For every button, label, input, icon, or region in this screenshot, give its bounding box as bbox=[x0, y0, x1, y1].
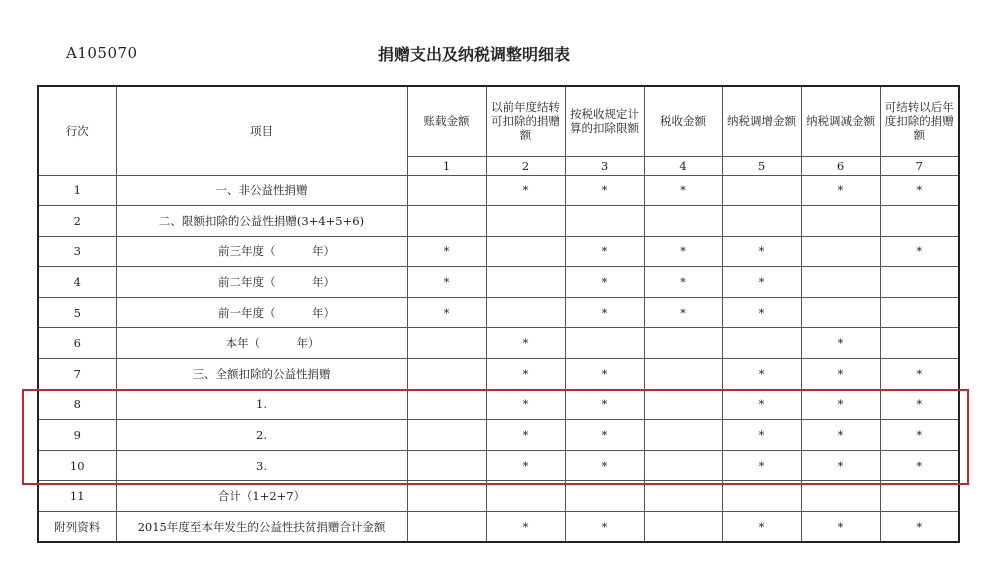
table-row bbox=[38, 420, 959, 451]
amount-cell-col-1[interactable] bbox=[407, 206, 486, 237]
amount-cell-col-7[interactable]: * bbox=[880, 450, 959, 481]
amount-cell-col-6[interactable] bbox=[801, 236, 880, 267]
row-number: 10 bbox=[38, 450, 116, 481]
amount-cell-col-2[interactable]: * bbox=[486, 389, 565, 420]
row-number: 附列资料 bbox=[38, 512, 116, 543]
row-item-label: 本年（ 年） bbox=[116, 328, 407, 359]
amount-cell-col-7[interactable]: * bbox=[880, 420, 959, 451]
amount-cell-col-3[interactable]: * bbox=[565, 420, 644, 451]
amount-cell-col-1[interactable] bbox=[407, 389, 486, 420]
amount-cell-col-4[interactable] bbox=[644, 481, 722, 512]
row-item-label: 2015年度至本年发生的公益性扶贫捐赠合计金额 bbox=[116, 512, 407, 543]
amount-cell-col-6[interactable] bbox=[801, 206, 880, 237]
row-item-label: 2. bbox=[116, 420, 407, 451]
col-no-7: 7 bbox=[880, 156, 959, 175]
row-item-label: 前二年度（ 年） bbox=[116, 267, 407, 298]
amount-cell-col-1[interactable]: * bbox=[407, 267, 486, 298]
row-number: 7 bbox=[38, 359, 116, 390]
amount-cell-col-2[interactable] bbox=[486, 297, 565, 328]
amount-cell-col-7[interactable]: * bbox=[880, 236, 959, 267]
amount-cell-col-1[interactable] bbox=[407, 328, 486, 359]
row-item-label: 前三年度（ 年） bbox=[116, 236, 407, 267]
amount-cell-col-4[interactable] bbox=[644, 328, 722, 359]
header-item: 项目 bbox=[116, 86, 407, 175]
row-number: 11 bbox=[38, 481, 116, 512]
amount-cell-col-7[interactable]: * bbox=[880, 359, 959, 390]
amount-cell-col-4[interactable] bbox=[644, 512, 722, 543]
row-item-label: 二、限额扣除的公益性捐赠(3+4+5+6) bbox=[116, 206, 407, 237]
amount-cell-col-6[interactable]: * bbox=[801, 450, 880, 481]
row-number: 3 bbox=[38, 236, 116, 267]
amount-cell-col-1[interactable] bbox=[407, 420, 486, 451]
amount-cell-col-5[interactable] bbox=[722, 328, 801, 359]
amount-cell-col-6[interactable] bbox=[801, 297, 880, 328]
table-row bbox=[38, 389, 959, 420]
amount-cell-col-6[interactable]: * bbox=[801, 175, 880, 206]
table-row bbox=[38, 450, 959, 481]
amount-cell-col-1[interactable]: * bbox=[407, 297, 486, 328]
amount-cell-col-1[interactable]: * bbox=[407, 236, 486, 267]
amount-cell-col-1[interactable] bbox=[407, 450, 486, 481]
row-number: 4 bbox=[38, 267, 116, 298]
row-number: 2 bbox=[38, 206, 116, 237]
amount-cell-col-2[interactable] bbox=[486, 481, 565, 512]
amount-cell-col-5[interactable] bbox=[722, 175, 801, 206]
amount-cell-col-3[interactable]: * bbox=[565, 359, 644, 390]
amount-cell-col-5[interactable]: * bbox=[722, 359, 801, 390]
col-no-6: 6 bbox=[801, 156, 880, 175]
amount-cell-col-5[interactable]: * bbox=[722, 297, 801, 328]
table-row bbox=[38, 297, 959, 328]
amount-cell-col-3[interactable]: * bbox=[565, 267, 644, 298]
table-row bbox=[38, 206, 959, 237]
amount-cell-col-5[interactable]: * bbox=[722, 389, 801, 420]
amount-cell-col-4[interactable]: * bbox=[644, 297, 722, 328]
row-number: 9 bbox=[38, 420, 116, 451]
col-no-3: 3 bbox=[565, 156, 644, 175]
amount-cell-col-4[interactable]: * bbox=[644, 267, 722, 298]
amount-cell-col-6[interactable]: * bbox=[801, 512, 880, 543]
amount-cell-col-3[interactable]: * bbox=[565, 450, 644, 481]
row-item-label: 3. bbox=[116, 450, 407, 481]
amount-cell-col-5[interactable] bbox=[722, 206, 801, 237]
amount-cell-col-4[interactable] bbox=[644, 359, 722, 390]
amount-cell-col-5[interactable]: * bbox=[722, 267, 801, 298]
amount-cell-col-7[interactable] bbox=[880, 267, 959, 298]
amount-cell-col-2[interactable]: * bbox=[486, 420, 565, 451]
amount-cell-col-2[interactable]: * bbox=[486, 328, 565, 359]
col-no-5: 5 bbox=[722, 156, 801, 175]
row-item-label: 一、非公益性捐赠 bbox=[116, 175, 407, 206]
amount-cell-col-3[interactable]: * bbox=[565, 297, 644, 328]
table-row bbox=[38, 512, 959, 543]
form-code: A105070 bbox=[66, 44, 138, 62]
amount-cell-col-2[interactable]: * bbox=[486, 450, 565, 481]
row-item-label: 1. bbox=[116, 389, 407, 420]
amount-cell-col-3[interactable] bbox=[565, 481, 644, 512]
amount-cell-col-6[interactable]: * bbox=[801, 389, 880, 420]
amount-cell-col-7[interactable] bbox=[880, 297, 959, 328]
header-col-1: 账载金额 bbox=[407, 86, 486, 156]
amount-cell-col-6[interactable] bbox=[801, 267, 880, 298]
col-no-1: 1 bbox=[407, 156, 486, 175]
amount-cell-col-2[interactable] bbox=[486, 236, 565, 267]
header-col-3: 按税收规定计算的扣除限额 bbox=[565, 86, 644, 156]
amount-cell-col-6[interactable]: * bbox=[801, 359, 880, 390]
amount-cell-col-3[interactable] bbox=[565, 206, 644, 237]
row-number: 5 bbox=[38, 297, 116, 328]
amount-cell-col-5[interactable]: * bbox=[722, 420, 801, 451]
header-col-2: 以前年度结转可扣除的捐赠额 bbox=[486, 86, 565, 156]
amount-cell-col-4[interactable] bbox=[644, 420, 722, 451]
table-row bbox=[38, 481, 959, 512]
amount-cell-col-3[interactable]: * bbox=[565, 389, 644, 420]
page-title: 捐赠支出及纳税调整明细表 bbox=[378, 45, 571, 64]
amount-cell-col-1[interactable] bbox=[407, 481, 486, 512]
amount-cell-col-4[interactable]: * bbox=[644, 236, 722, 267]
amount-cell-col-6[interactable] bbox=[801, 481, 880, 512]
amount-cell-col-3[interactable]: * bbox=[565, 236, 644, 267]
amount-cell-col-7[interactable]: * bbox=[880, 389, 959, 420]
amount-cell-col-5[interactable]: * bbox=[722, 450, 801, 481]
amount-cell-col-3[interactable]: * bbox=[565, 512, 644, 543]
amount-cell-col-3[interactable]: * bbox=[565, 175, 644, 206]
row-item-label: 前一年度（ 年） bbox=[116, 297, 407, 328]
amount-cell-col-2[interactable]: * bbox=[486, 175, 565, 206]
row-number: 6 bbox=[38, 328, 116, 359]
amount-cell-col-4[interactable] bbox=[644, 206, 722, 237]
amount-cell-col-3[interactable] bbox=[565, 328, 644, 359]
amount-cell-col-7[interactable] bbox=[880, 328, 959, 359]
amount-cell-col-2[interactable]: * bbox=[486, 512, 565, 543]
header-col-6: 纳税调减金额 bbox=[801, 86, 880, 156]
amount-cell-col-2[interactable] bbox=[486, 206, 565, 237]
row-number: 8 bbox=[38, 389, 116, 420]
amount-cell-col-4[interactable]: * bbox=[644, 175, 722, 206]
amount-cell-col-2[interactable]: * bbox=[486, 359, 565, 390]
amount-cell-col-5[interactable]: * bbox=[722, 236, 801, 267]
header-row-no: 行次 bbox=[38, 86, 116, 175]
amount-cell-col-7[interactable]: * bbox=[880, 175, 959, 206]
col-no-2: 2 bbox=[486, 156, 565, 175]
amount-cell-col-5[interactable] bbox=[722, 481, 801, 512]
row-item-label: 合计（1+2+7） bbox=[116, 481, 407, 512]
header-col-7: 可结转以后年度扣除的捐赠额 bbox=[880, 86, 959, 156]
amount-cell-col-1[interactable] bbox=[407, 512, 486, 543]
amount-cell-col-4[interactable] bbox=[644, 450, 722, 481]
amount-cell-col-1[interactable] bbox=[407, 359, 486, 390]
amount-cell-col-6[interactable]: * bbox=[801, 328, 880, 359]
amount-cell-col-6[interactable]: * bbox=[801, 420, 880, 451]
amount-cell-col-5[interactable]: * bbox=[722, 512, 801, 543]
table-row bbox=[38, 236, 959, 267]
header-col-5: 纳税调增金额 bbox=[722, 86, 801, 156]
donation-table bbox=[37, 85, 960, 543]
table-row bbox=[38, 328, 959, 359]
row-item-label: 三、全额扣除的公益性捐赠 bbox=[116, 359, 407, 390]
amount-cell-col-7[interactable] bbox=[880, 481, 959, 512]
table-row bbox=[38, 267, 959, 298]
header-col-4: 税收金额 bbox=[644, 86, 722, 156]
amount-cell-col-7[interactable]: * bbox=[880, 512, 959, 543]
table-row bbox=[38, 175, 959, 206]
col-no-4: 4 bbox=[644, 156, 722, 175]
row-number: 1 bbox=[38, 175, 116, 206]
amount-cell-col-7[interactable] bbox=[880, 206, 959, 237]
table-row bbox=[38, 359, 959, 390]
amount-cell-col-4[interactable] bbox=[644, 389, 722, 420]
amount-cell-col-2[interactable] bbox=[486, 267, 565, 298]
amount-cell-col-1[interactable] bbox=[407, 175, 486, 206]
